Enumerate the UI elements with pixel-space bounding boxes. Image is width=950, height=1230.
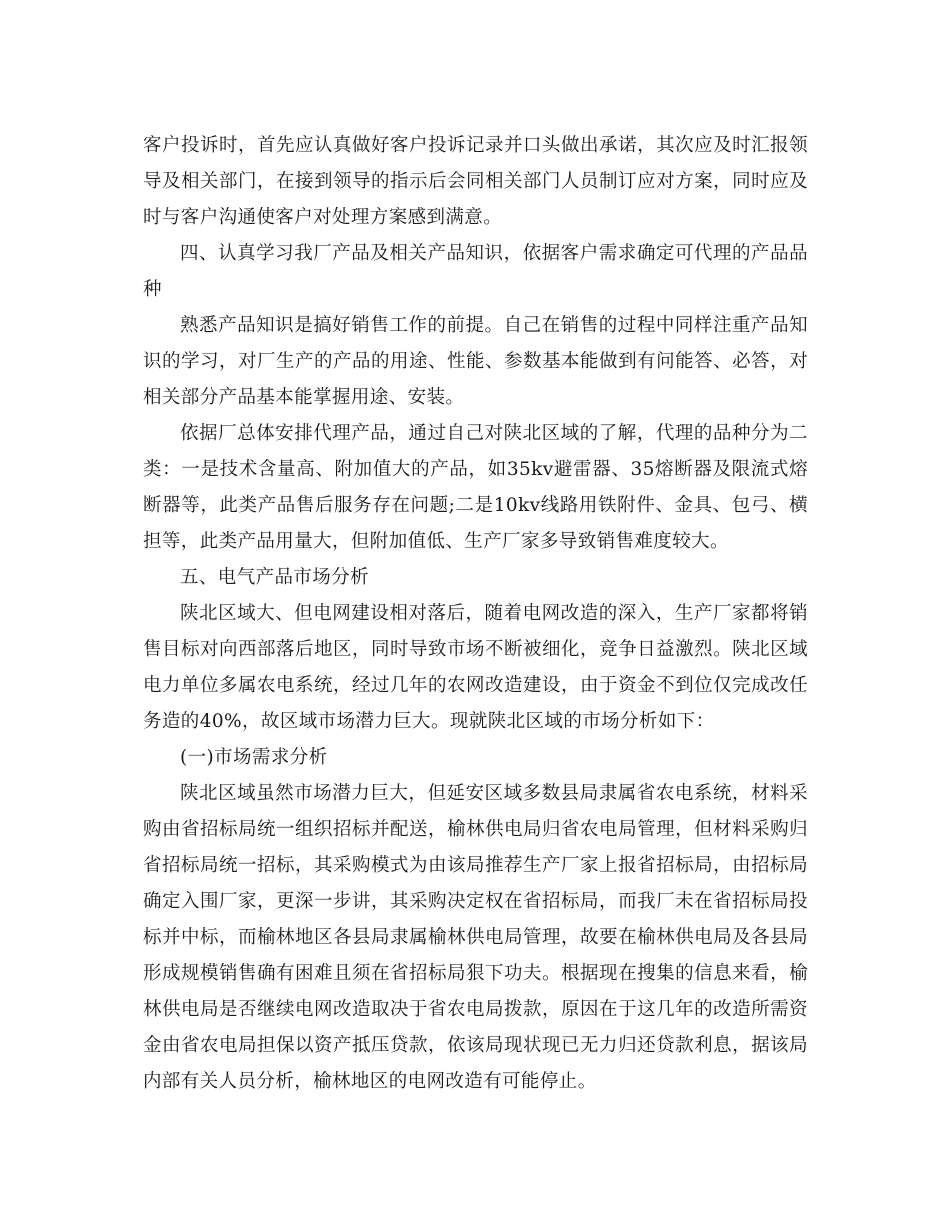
document-body bbox=[143, 128, 808, 1100]
paragraph-agency-products: 依据厂总体安排代理产品，通过自己对陕北区域的了解，代理的品种分为二类：一是技术含量高、附加值大的产品，如35kv避雷器、35熔断器及限流式熔断器等，此类产品售后服务存在问题;二是10kv线路用铁附件、金具、包弓、横担等，此类产品用量大，但附加值低、生产厂家多导致销售难度较大。 bbox=[143, 423, 808, 552]
section-heading-five: 五、电气产品市场分析 bbox=[180, 567, 370, 588]
paragraph-market-overview: 陕北区域大、但电网建设相对落后，随着电网改造的深入，生产厂家都将销售目标对向西部落后地区，同时导致市场不断被细化，竞争日益激烈。陕北区域电力单位多属农电系统，经过几年的农网改造建设，由于资金不到位仅完成改任务造的40%，故区域市场潜力巨大。现就陕北区域的市场分析如下： bbox=[143, 603, 808, 732]
subsection-heading-demand: (一)市场需求分析 bbox=[180, 747, 328, 768]
paragraph-demand-analysis: 陕北区域虽然市场潜力巨大，但延安区域多数县局隶属省农电系统，材料采购由省招标局统一组织招标并配送，榆林供电局归省农电局管理，但材料采购归省招标局统一招标，其采购模式为由该局推荐生产厂家上报省招标局，由招标局确定入围厂家，更深一步讲，其采购决定权在省招标局，而我厂未在省招标局投标并中标，而榆林地区各县局隶属榆林供电局管理，故要在榆林供电局及各县局形成规模销售确有困难且须在省招标局狠下功夫。根据现在搜集的信息来看，榆林供电局是否继续电网改造取决于省农电局拨款，原因在于这几年的改造所需资金由省农电局担保以资产抵压贷款，依该局现状现已无力归还贷款利息，据该局内部有关人员分析，榆林地区的电网改造有可能停止。 bbox=[143, 783, 808, 1092]
paragraph-product-knowledge: 熟悉产品知识是搞好销售工作的前提。自己在销售的过程中同样注重产品知识的学习，对厂生产的产品的用途、性能、参数基本能做到有问能答、必答，对相关部分产品基本能掌握用途、安装。 bbox=[143, 315, 808, 408]
paragraph-complaint-handling: 客户投诉时，首先应认真做好客户投诉记录并口头做出承诺，其次应及时汇报领导及相关部门，在接到领导的指示后会同相关部门人员制订应对方案，同时应及时与客户沟通使客户对处理方案感到满意。 bbox=[143, 135, 808, 228]
section-heading-four: 四、认真学习我厂产品及相关产品知识，依据客户需求确定可代理的产品品种 bbox=[143, 243, 808, 300]
